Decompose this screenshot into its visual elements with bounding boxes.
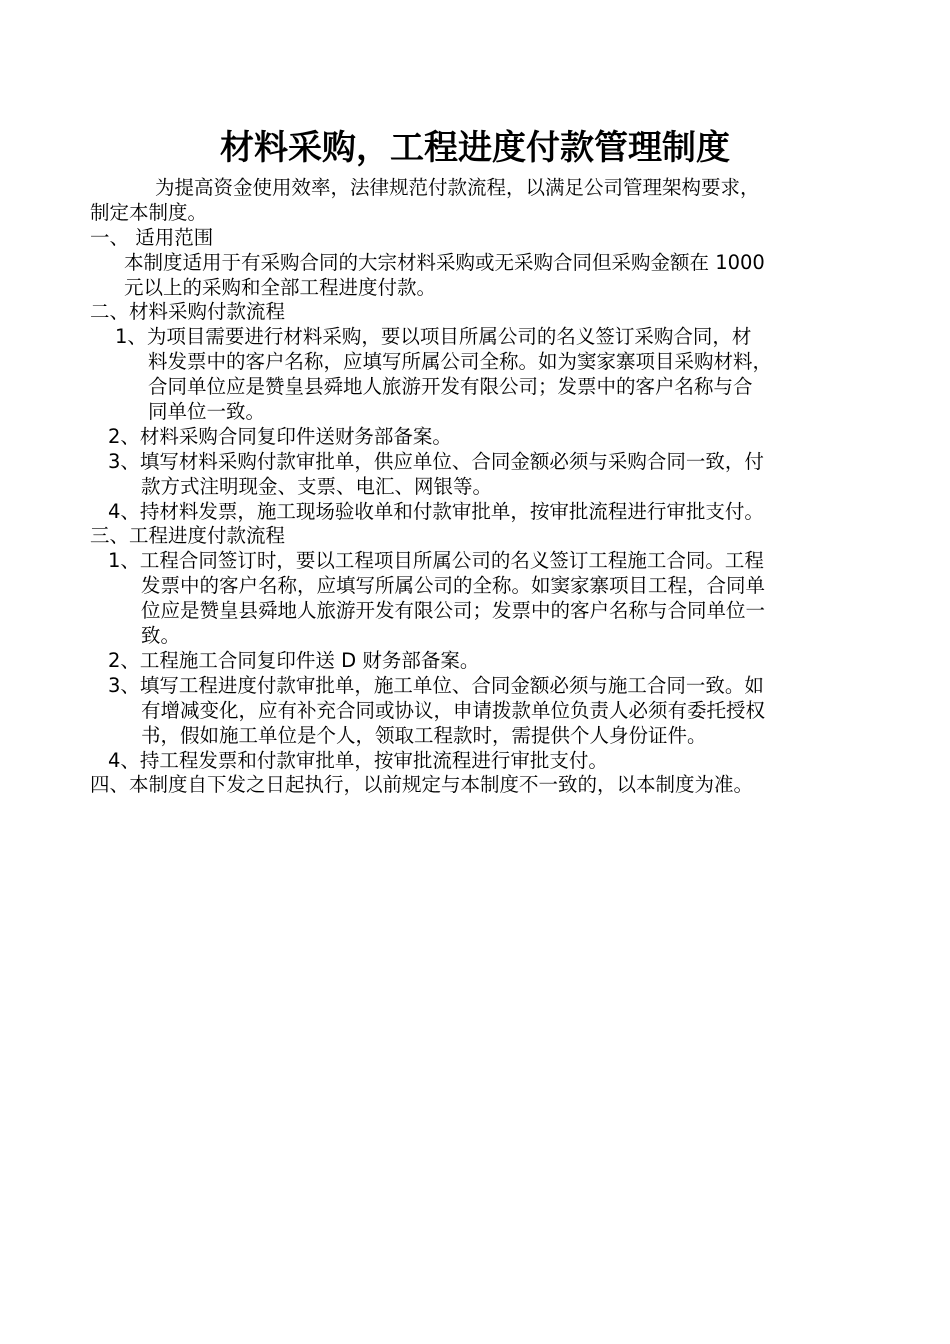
section-body-line: 元以上的采购和全部工程进度付款。: [124, 276, 437, 299]
list-item-line: 3、填写工程进度付款审批单，施工单位、合同金额必须与施工合同一致。如: [108, 674, 764, 697]
list-item-line: 同单位一致。: [148, 400, 266, 423]
list-item-line: 发票中的客户名称，应填写所属公司的全称。如窦家寨项目工程，合同单: [141, 574, 766, 597]
list-item-line: 款方式注明现金、支票、电汇、网银等。: [141, 475, 493, 498]
list-item-line: 1、工程合同签订时，要以工程项目所属公司的名义签订工程施工合同。工程: [108, 549, 764, 572]
list-item-line: 2、材料采购合同复印件送财务部备案。: [108, 425, 452, 448]
list-item-line: 致。: [141, 624, 181, 647]
section-body-line: 本制度适用于有采购合同的大宗材料采购或无采购合同但采购金额在 1000: [124, 251, 765, 274]
list-item-line: 有增减变化，应有补充合同或协议，申请拨款单位负责人必须有委托授权: [141, 699, 766, 722]
intro-line: 为提高资金使用效率，法律规范付款流程，以满足公司管理架构要求，: [155, 176, 760, 199]
section-heading: 三、工程进度付款流程: [90, 524, 286, 547]
list-item-line: 料发票中的客户名称，应填写所属公司全称。如为窦家寨项目采购材料，: [148, 350, 773, 373]
list-item-line: 3、填写材料采购付款审批单，供应单位、合同金额必须与采购合同一致，付: [108, 450, 764, 473]
list-item-line: 书，假如施工单位是个人，领取工程款时，需提供个人身份证件。: [141, 724, 707, 747]
list-item-line: 合同单位应是赞皇县舜地人旅游开发有限公司；发票中的客户名称与合: [148, 375, 753, 398]
list-item-line: 4、持工程发票和付款审批单，按审批流程进行审批支付。: [108, 749, 608, 772]
document-title: 材料采购，工程进度付款管理制度: [220, 128, 730, 168]
intro-line: 制定本制度。: [90, 201, 208, 224]
section-heading: 一、 适用范围: [90, 226, 214, 249]
list-item-line: 4、持材料发票，施工现场验收单和付款审批单，按审批流程进行审批支付。: [108, 500, 764, 523]
list-item-line: 位应是赞皇县舜地人旅游开发有限公司；发票中的客户名称与合同单位一: [141, 599, 766, 622]
section-heading: 二、材料采购付款流程: [90, 300, 286, 323]
closing-statement: 四、本制度自下发之日起执行，以前规定与本制度不一致的，以本制度为准。: [90, 773, 754, 796]
list-item-line: 2、工程施工合同复印件送 D 财务部备案。: [108, 649, 480, 672]
list-item-line: 1、为项目需要进行材料采购，要以项目所属公司的名义签订采购合同，材: [115, 325, 752, 348]
